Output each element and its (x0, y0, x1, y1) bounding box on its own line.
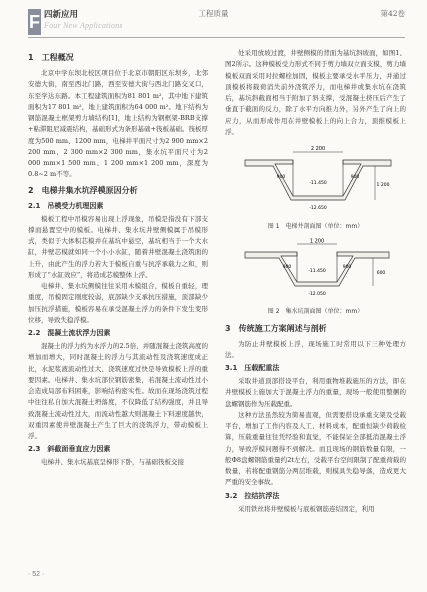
dim-top-label: 1 200 (309, 238, 325, 245)
paragraph-continued: 处采用放坡过渡，井壁侧模的背面为基坑斜坡面，如图1、图2所示。这种模板受力形式不同于剪力墙双立面支模，剪力墙模板双面采用对拉螺栓加固，模板主要承受水平压力，并通过顶模板将载荷消失前外浇筑浮力，而电梯井或集水坑在浇筑后，基坑斜截面相当于附加了斜支撑，受混凝土挤压后产生了垂直于截面的反力，除了水平方向推力外，另外产生了向上的应力，从而形成作用在井壁模板上的向上合力，顶推模板上浮。 (225, 49, 406, 136)
dim-left-label: 900 (276, 175, 286, 180)
section-logo: F (28, 9, 41, 35)
heading-2-1: 2.1 吊模受力机理因素 (28, 201, 104, 210)
figure-2 (225, 238, 406, 304)
header-rule (28, 37, 405, 38)
dim-right-label: 900 (342, 265, 352, 271)
page-header (0, 0, 427, 40)
dim-height-label: 1 200 (376, 183, 390, 188)
paragraph-2-1: 模板工程中吊模容易出现上浮现象，吊模是指没有下部支撑而悬置空中的模板。电梯井、集水坑井壁侧模属于吊模形式，类似于大体积芯模并在基坑中悬空，基坑相当于一个大水缸，井壁芯模就如同一个小小水缸，随着井壁混凝土浇筑面的上升，由此产生的浮力若大于模板自重与抗浮承载力之和，则形成了“水缸效应”，将造成芯模整体上浮。 (28, 214, 208, 279)
section-title-cn: 四新应用 (44, 9, 79, 19)
heading-2-3: 2.3 斜截面垂直应力因素 (28, 445, 111, 454)
sump-pit-section-diagram (225, 238, 406, 300)
pit-wall-outline (245, 160, 391, 200)
right-column (225, 48, 406, 515)
dim-right-label: 900 (350, 175, 360, 180)
figure-1-caption: 图 1 电梯井剖面图（单位：mm） (267, 223, 364, 231)
figure-2-caption: 图 2 集水坑剖面图（单位：mm） (267, 307, 364, 315)
left-column (28, 48, 208, 469)
level-bottom-label: -12.650 (309, 206, 327, 211)
level-bottom-label: -12.050 (308, 292, 326, 298)
heading-3-2: 3.2 拉结抗浮法 (225, 491, 280, 500)
paragraph-2-3: 电梯井、集水坑基底呈梯形下卧，与基础筏板交接 (41, 458, 184, 467)
heading-2-2: 2.2 混凝土流状浮力因素 (28, 329, 111, 337)
level-inner-label: -11.450 (308, 269, 326, 275)
journal-volume: 第42卷 (380, 9, 405, 18)
paragraph-3-1: 采取井道顶部搭设平台，利用重物堆载施压的方法，即在井壁模板上施加大于混凝土浮力的重量，现场一般使用整捆的盘螺钢筋作为压载配重。 (225, 377, 406, 408)
paragraph-3-1b: 这种方法虽然较为简易直观，但需要搭设承重支架及受载平台，增加了工作内容及人工、材料成本，配重恒缺少荷载检算，压载重量往往凭经验和直觉，不能保证全部抵消混凝土浮力，导致浮模问题得不到解决。而且现场的钢筋数量有限，一般Φ8盘螺钢筋重量约2t左右，受载平台空间限制了配重荷载的数量，若将配重钢筋分两层堆载，则模具失稳导落，造成更大严重的安全事故。 (225, 410, 406, 487)
level-inner-label: -11.450 (309, 181, 327, 186)
elevator-pit-section-diagram (225, 144, 406, 216)
figure-1 (225, 144, 406, 220)
journal-name: 工程质量 (198, 9, 229, 18)
paragraph-3-2: 采用铁丝将井壁模板与底板钢筋连结固定，利用 (238, 504, 375, 513)
dim-left-label: 900 (282, 265, 292, 271)
dim-top-label: 2 200 (310, 146, 326, 152)
heading-traditional-methods: 3 传统施工方案阐述与剖析 (225, 323, 327, 333)
paragraph-overview: 北京中学东坝北校区项目位于北京市朝阳区东坝乡，北邻安德大街，南至西北门路，西至安德大街与西北门路交叉口，东至学达东路。本工程建筑面积为81 801 m²，其中地下建筑面积为17 801 m²，地上建筑面积为64 000 m²。地下结构为钢筋混凝土框架剪力墙结构[1]，地上结构为钢框架-BRB支撑+粘滞阻尼减震结构，基础形式为条形基础+筏板基础。筏板厚度为500 mm、1200 mm，电梯井平面尺寸为2 900 mm×2 200 mm、2 300 mm×2 300 mm，集水坑平面尺寸为2 000 mm×1 500 mm、1 200 mm×1 200 mm，深度为0.8~2 m不等。 (28, 69, 208, 179)
paragraph-3: 为防止井壁模板上浮，现场施工时常用以下三种处理方法。 (225, 339, 406, 359)
heading-3-1: 3.1 压载配重法 (225, 364, 280, 372)
heading-cause-analysis: 2 电梯井集水坑浮模原因分析 (28, 185, 138, 195)
page-number: · 52 · (28, 571, 45, 578)
section-title-en: Four New Applications (44, 21, 123, 30)
paragraph-2-2: 混凝土的浮力约为水浮力的2.5倍，并随混凝土浇筑高度的增加而增大，同时混凝土的浮力与其流动性及浇筑速度成正比，水泥浆液流动性过大、浇筑速度过快是导致模板上浮的重要因素。电梯井、集水坑部位钢筋密集，若混凝土流动性过小会造成局部布料困难，影响结构密实性。故而在现场浇筑过程中往往私自加大混凝土坍落度，不仅降低了结构强度，并且导致混凝土流动性过大，而流动性越大则混凝土下料速度越快，双重因素使井壁混凝土产生了巨大的浇筑浮力，带动模板上浮。 (28, 342, 208, 440)
heading-overview: 1 工程概况 (28, 53, 74, 62)
paragraph-2-1b: 电梯井、集水坑侧模往往采用木模组合，模板自重轻，理重度，吊模固定刚度较弱，底部缺少支承抗压措施，顶部缺少加压抗浮措施，模板容易在承受混凝土浮力的条件下发生变形位移，导致失稳浮模。 (28, 282, 208, 324)
dim-height-label: 600 (376, 271, 386, 277)
